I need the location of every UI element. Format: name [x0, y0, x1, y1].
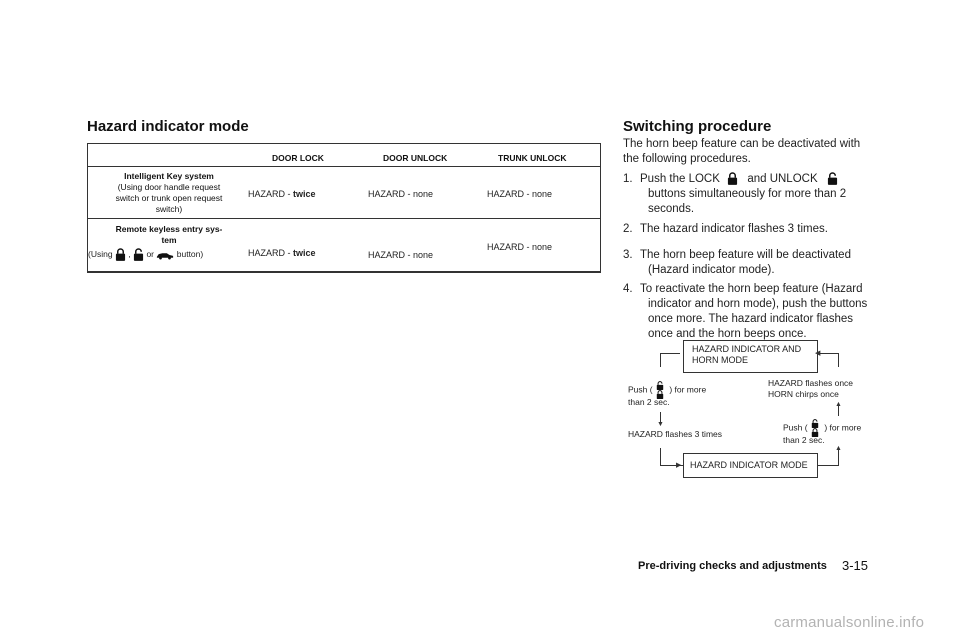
- list-item-step-4: [623, 282, 875, 342]
- intro-line: The horn beep feature can be deactivated with: [623, 138, 861, 150]
- cell-bold: twice: [293, 248, 316, 258]
- push-text: Push (: [783, 422, 808, 433]
- table-cell-door-unlock: HAZARD - none: [368, 250, 434, 260]
- table-cell-trunk-unlock: HAZARD - none: [487, 189, 553, 199]
- list-item-step-1: [623, 172, 875, 217]
- table-cell-door-lock: [248, 248, 316, 258]
- footer-section-title: Pre-driving checks and adjustments: [638, 560, 827, 572]
- table-cell-door-lock: [248, 189, 316, 199]
- connector-line: [818, 465, 838, 466]
- comma-text: ,: [128, 248, 131, 259]
- connector-line: [660, 448, 661, 465]
- arrow-down-icon: ▼: [657, 421, 664, 428]
- step-text: To reactivate the horn beep feature (Hazard: [640, 283, 863, 295]
- arrow-up-icon: ▲: [835, 401, 842, 408]
- left-push-duration: than 2 sec.: [628, 397, 670, 407]
- step-text: once more. The hazard indicator flashes: [648, 313, 853, 325]
- table-header-trunk-unlock: TRUNK UNLOCK: [498, 153, 567, 163]
- cell-bold: twice: [293, 189, 316, 199]
- trunk-car-icon: [156, 250, 174, 260]
- step-text: indicator and horn mode), push the buttons: [648, 298, 868, 310]
- table-header-door-lock: DOOR LOCK: [272, 153, 324, 163]
- lock-icon: [727, 172, 738, 185]
- step-text: buttons simultaneously for more than 2: [648, 188, 847, 200]
- table-cell-trunk-unlock: HAZARD - none: [487, 242, 553, 252]
- row-head-line: switch or trunk open request: [115, 193, 223, 203]
- unlock-icon: [656, 381, 664, 390]
- push-text: ) for more: [669, 384, 707, 395]
- step-number: 3.: [623, 249, 633, 261]
- left-flash-label: HAZARD flashes 3 times: [628, 429, 722, 439]
- table-row-remote-keyless-head: [98, 224, 240, 246]
- lock-icon: [115, 248, 126, 261]
- list-item-step-3: [623, 248, 875, 278]
- row-head-using-line: [88, 248, 203, 261]
- intro-paragraph: [623, 137, 873, 167]
- arrow-right-icon: ▶: [676, 462, 682, 469]
- unlock-icon: [811, 419, 819, 428]
- step-number: 4.: [623, 283, 633, 295]
- intro-line: the following procedures.: [623, 153, 751, 165]
- connector-line: [660, 353, 680, 354]
- push-text: Push (: [628, 384, 653, 395]
- step-number: 1.: [623, 173, 633, 185]
- list-item-step-2: [623, 222, 875, 237]
- watermark-text: carmanualsonline.info: [774, 614, 925, 631]
- table-divider: [87, 166, 601, 167]
- step-text: seconds.: [648, 203, 695, 215]
- step-text: Push the LOCK: [640, 173, 720, 185]
- box-text: HAZARD INDICATOR AND: [692, 344, 802, 354]
- step-text: once and the horn beeps once.: [648, 328, 807, 340]
- row-head-bold: tem: [161, 235, 177, 245]
- connector-line: [820, 353, 839, 354]
- unlock-icon: [133, 248, 144, 261]
- push-text: ) for more: [824, 422, 862, 433]
- step-text: and UNLOCK: [747, 173, 818, 185]
- row-head-bold: Remote keyless entry sys-: [115, 224, 223, 234]
- page-number: 3-15: [842, 558, 869, 573]
- step-text: (Hazard indicator mode).: [648, 264, 775, 276]
- mode-box-hazard-and-horn: [683, 340, 821, 373]
- using-text: (Using: [88, 248, 113, 259]
- row-head-line: (Using door handle request: [117, 182, 221, 192]
- row-head-bold: Intelligent Key system: [124, 171, 214, 181]
- mode-box-hazard-only: [683, 453, 818, 478]
- unlock-icon: [827, 172, 838, 185]
- connector-line: [660, 353, 661, 367]
- arrow-up-icon: ▲: [835, 445, 842, 452]
- box-text: HORN MODE: [692, 355, 748, 365]
- box-text: HAZARD INDICATOR MODE: [690, 460, 808, 470]
- or-text: or: [146, 248, 154, 259]
- right-push-duration: than 2 sec.: [783, 435, 825, 445]
- button-text: button): [176, 248, 204, 259]
- step-text: The hazard indicator flashes 3 times.: [640, 223, 828, 235]
- right-flash-label: HAZARD flashes once: [768, 378, 854, 388]
- step-text: The horn beep feature will be deactivated: [640, 249, 851, 261]
- connector-line: [838, 353, 839, 367]
- section-title-switching-procedure: Switching procedure: [623, 118, 772, 135]
- table-cell-door-unlock: HAZARD - none: [368, 189, 434, 199]
- cell-prefix: HAZARD -: [248, 248, 291, 258]
- right-horn-label: HORN chirps once: [768, 389, 839, 399]
- table-header-door-unlock: DOOR UNLOCK: [383, 153, 448, 163]
- section-title-hazard-indicator-mode: Hazard indicator mode: [87, 118, 249, 135]
- row-head-line: switch): [155, 204, 183, 214]
- step-number: 2.: [623, 223, 633, 235]
- table-divider: [87, 218, 601, 219]
- arrow-left-icon: ◀: [815, 350, 821, 357]
- table-row-intelligent-key-head: [98, 171, 240, 215]
- cell-prefix: HAZARD -: [248, 189, 291, 199]
